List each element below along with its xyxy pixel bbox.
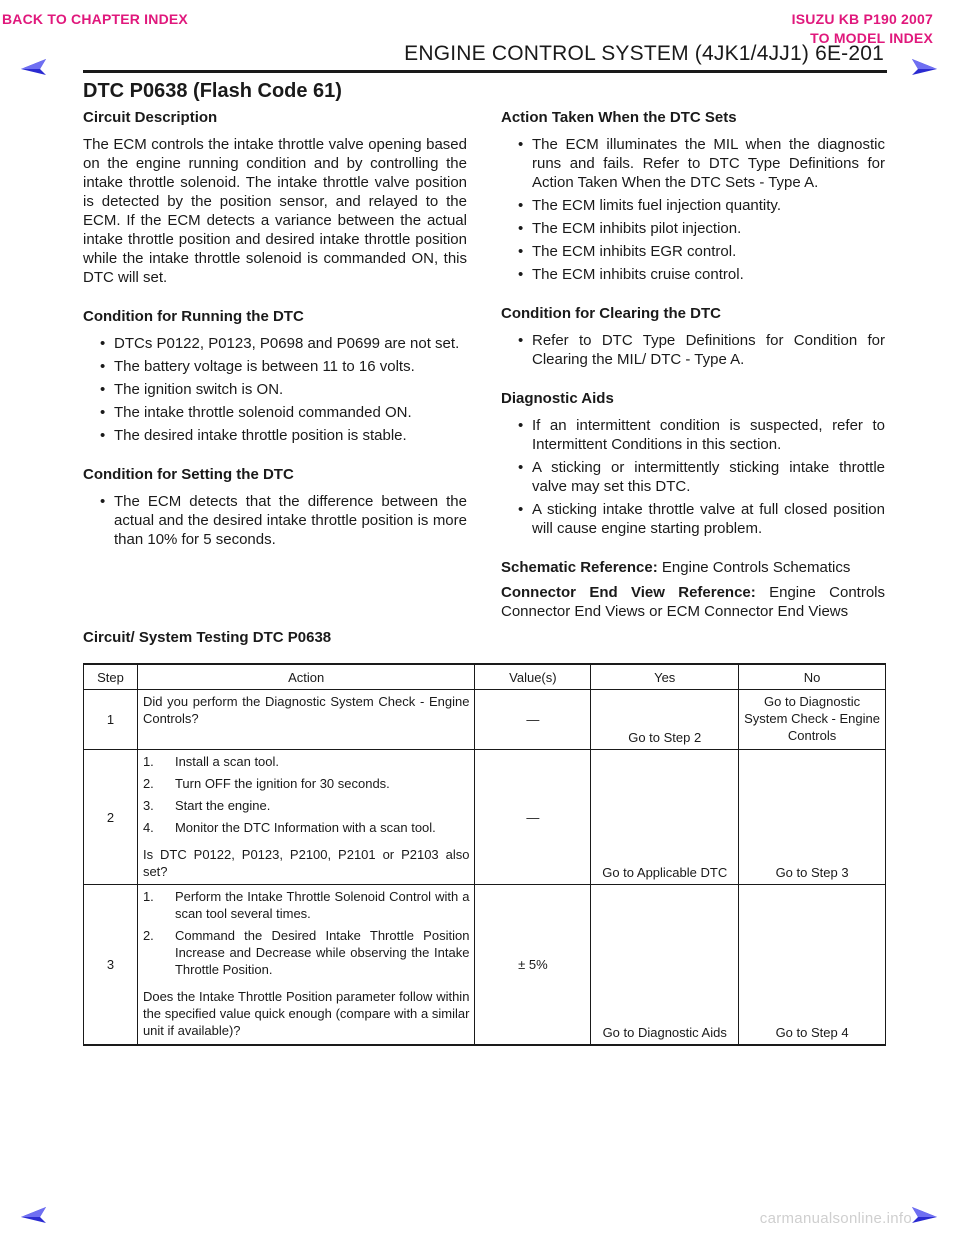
header-action: Action [137, 664, 474, 690]
section-title: Circuit Description [83, 109, 218, 126]
circuit-description-text: The ECM controls the intake throttle valve opening based on the engine running condition and by controlling the intake throttle solenoid. The intake throttle valve position is detected by the position sensor, and relayed to the ECM. If the ECM detects a variance between the actual intake throttle position and desired intake throttle position while the intake throttle solenoid is commanded ON, this DTC will set. [83, 136, 467, 286]
list-item: 1. Perform the Intake Throttle Solenoid Control with a scan tool several times. [142, 889, 470, 921]
previous-page-arrow-bottom-icon[interactable] [20, 1205, 48, 1225]
list-item: • The ECM limits fuel injection quantity. [518, 197, 781, 214]
list-item: • A sticking intake throttle valve at full closed position will cause engine starting problem. [518, 501, 885, 537]
list-item: 2. Command the Desired Intake Throttle Position Increase and Decrease while observing the Intake Throttle Position. [142, 928, 470, 977]
bullet-icon: • [518, 136, 524, 153]
circuit-testing-title: Circuit/ System Testing DTC P0638 [83, 629, 332, 646]
bullet-icon: • [100, 493, 106, 510]
diagnostic-aids-section [501, 389, 885, 538]
step-action [137, 750, 474, 885]
page-header: ENGINE CONTROL SYSTEM (4JK1/4JJ1) 6E-201 [404, 42, 884, 65]
list-item: 4. Monitor the DTC Information with a scan tool. [142, 820, 436, 835]
section-title: Condition for Setting the DTC [83, 466, 294, 483]
step-question: Does the Intake Throttle Position parameter follow within the specified value quick enough (compare with a similar unit if available)? [142, 989, 470, 1038]
connector-reference: Connector End View Reference: Engine Controls Connector End Views or ECM Connector End Views [501, 584, 886, 620]
step-yes: Go to Diagnostic Aids [591, 885, 739, 1045]
bullet-icon: • [100, 381, 106, 398]
bullet-icon: • [518, 220, 524, 237]
bullet-icon: • [100, 358, 106, 375]
step-yes: Go to Applicable DTC [591, 750, 739, 885]
list-item: • The desired intake throttle position is stable. [100, 427, 407, 444]
section-title: Condition for Clearing the DTC [501, 305, 721, 322]
step-number: 2 [84, 750, 138, 885]
bullet-icon: • [100, 335, 106, 352]
step-no: Go to Step 3 [739, 750, 886, 885]
list-item: • The ignition switch is ON. [100, 381, 284, 398]
section-title: Diagnostic Aids [501, 390, 614, 407]
section-title: Action Taken When the DTC Sets [501, 109, 737, 126]
section-title: Condition for Running the DTC [83, 308, 304, 325]
list-item: • The intake throttle solenoid commanded ON. [100, 404, 412, 421]
list-item: • The battery voltage is between 11 to 16 volts. [100, 358, 415, 375]
running-condition-section [83, 307, 467, 445]
list-item: • A sticking or intermittently sticking intake throttle valve may set this DTC. [518, 459, 885, 495]
bullet-icon: • [100, 404, 106, 421]
list-item: 2. Turn OFF the ignition for 30 seconds. [142, 776, 390, 791]
clearing-condition-section [501, 304, 885, 369]
bullet-icon: • [518, 266, 524, 283]
step-no: Go to Step 4 [739, 885, 886, 1045]
step-yes: Go to Step 2 [591, 690, 739, 750]
list-item: • Refer to DTC Type Definitions for Condition for Clearing the MIL/ DTC - Type A. [518, 332, 885, 368]
watermark: carmanualsonline.info [759, 1210, 912, 1227]
list-item: • The ECM inhibits EGR control. [518, 243, 737, 260]
left-column [83, 108, 467, 569]
bullet-icon: • [518, 332, 524, 349]
table-header-row [84, 664, 886, 690]
table-row [84, 690, 886, 750]
header-yes: Yes [591, 664, 739, 690]
next-page-arrow-bottom-icon[interactable] [910, 1205, 938, 1225]
setting-condition-section [83, 465, 467, 549]
step-no: Go to Diagnostic System Check - Engine Controls [739, 690, 886, 750]
list-item: • The ECM inhibits cruise control. [518, 266, 744, 283]
list-item: • If an intermittent condition is suspected, refer to Intermittent Conditions in this section. [518, 417, 885, 453]
list-item: • DTCs P0122, P0123, P0698 and P0699 are not set. [100, 335, 460, 352]
to-model-index-link[interactable]: TO MODEL INDEX [810, 30, 933, 46]
back-to-chapter-index-link[interactable]: BACK TO CHAPTER INDEX [2, 11, 188, 27]
right-column [501, 108, 885, 627]
bullet-icon: • [518, 197, 524, 214]
step-value: — [475, 750, 591, 885]
previous-page-arrow-icon[interactable] [20, 57, 48, 77]
dtc-heading: DTC P0638 (Flash Code 61) [83, 80, 342, 102]
model-title-link[interactable]: ISUZU KB P190 2007 [791, 11, 933, 27]
bullet-icon: • [518, 459, 524, 476]
step-value: — [475, 690, 591, 750]
header-no: No [739, 664, 886, 690]
bullet-icon: • [518, 417, 524, 434]
header-rule [83, 70, 887, 73]
step-question: Is DTC P0122, P0123, P2100, P2101 or P2103 also set? [142, 847, 470, 879]
step-value: ± 5% [475, 885, 591, 1045]
list-item: 3. Start the engine. [142, 798, 271, 813]
step-number: 3 [84, 885, 138, 1045]
list-item: • The ECM illuminates the MIL when the diagnostic runs and fails. Refer to DTC Type Definitions for Action Taken When the DTC Sets - Type A. [518, 136, 885, 191]
list-item: 1. Install a scan tool. [142, 754, 280, 769]
list-item: • The ECM inhibits pilot injection. [518, 220, 742, 237]
schematic-reference: Schematic Reference: Engine Controls Schematics [501, 559, 851, 576]
step-action [137, 885, 474, 1045]
header-values: Value(s) [475, 664, 591, 690]
step-action: Did you perform the Diagnostic System Check - Engine Controls? [137, 690, 474, 750]
step-number: 1 [84, 690, 138, 750]
header-step: Step [84, 664, 138, 690]
diagnostic-table [83, 663, 886, 1046]
bullet-icon: • [100, 427, 106, 444]
bullet-icon: • [518, 243, 524, 260]
list-item: • The ECM detects that the difference between the actual and the desired intake throttle position is more than 10% for 5 seconds. [100, 493, 467, 548]
table-row [84, 885, 886, 1045]
table-row [84, 750, 886, 885]
circuit-description-section [83, 108, 467, 287]
bullet-icon: • [518, 501, 524, 518]
action-taken-section [501, 108, 885, 284]
next-page-arrow-icon[interactable] [910, 57, 938, 77]
